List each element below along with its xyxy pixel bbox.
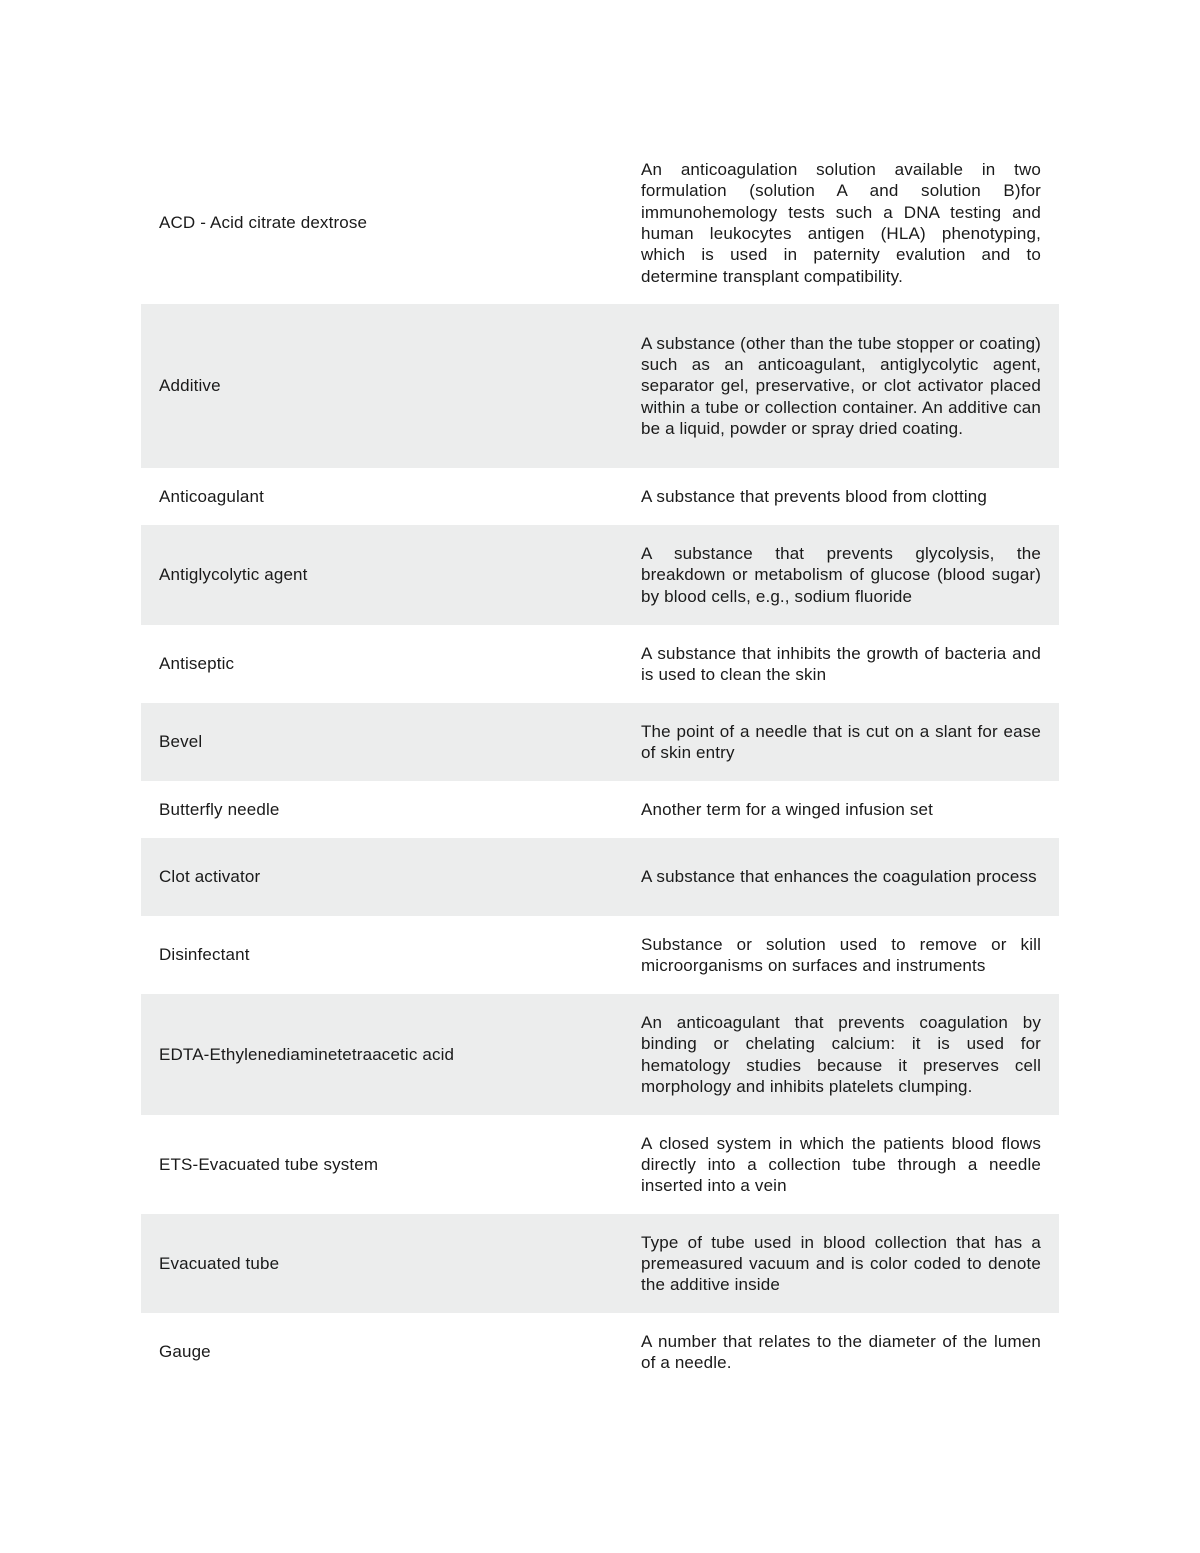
term-cell: Anticoagulant — [159, 486, 264, 506]
term-cell: ACD - Acid citrate dextrose — [159, 213, 368, 233]
term-cell: Disinfectant — [159, 945, 250, 965]
term-cell: Antiseptic — [159, 654, 235, 674]
definition-cell: The point of a needle that is cut on a slant for ease of skin entry — [641, 703, 1059, 781]
table-row — [141, 468, 1059, 525]
table-row — [141, 916, 1059, 994]
definition-cell: A number that relates to the diameter of the lumen of a needle. — [641, 1331, 1041, 1372]
definition-cell: A substance that enhances the coagulation process — [641, 838, 1059, 916]
term-cell: Butterfly needle — [159, 799, 280, 819]
table-row — [141, 304, 1059, 468]
definition-cell: A substance (other than the tube stopper or coating) such as an anticoagulant, antiglycolytic agent, separator gel, preservative, or clot activator placed within a tube or collection container. An additive can be a liquid, powder or spray dried coating. — [641, 304, 1059, 468]
table-row — [141, 781, 1059, 838]
term-cell: Gauge — [159, 1342, 211, 1362]
table-row — [141, 994, 1059, 1115]
term-cell: Evacuated tube — [141, 1214, 641, 1313]
definition-cell: A substance that prevents blood from clotting — [641, 486, 988, 506]
term-cell: Bevel — [141, 703, 641, 781]
definition-cell: A substance that inhibits the growth of bacteria and is used to clean the skin — [641, 643, 1041, 684]
table-row — [141, 1313, 1059, 1391]
table-row — [141, 525, 1059, 625]
term-cell: Additive — [141, 304, 641, 468]
definition-cell: Substance or solution used to remove or kill microorganisms on surfaces and instruments — [641, 934, 1041, 975]
term-cell: Clot activator — [141, 838, 641, 916]
definition-cell: An anticoagulation solution available in two formulation (solution A and solution B)for immunohemology tests such a DNA testing and human leukocytes antigen (HLA) phenotyping, which is used in paternity evalution and to determine transplant compatibility. — [641, 160, 1041, 286]
definition-cell: Type of tube used in blood collection that has a premeasured vacuum and is color coded to denote the additive inside — [641, 1214, 1059, 1313]
table-row — [141, 142, 1059, 304]
table-row — [141, 703, 1059, 781]
definition-cell: An anticoagulant that prevents coagulation by binding or chelating calcium: it is used for hematology studies because it preserves cell morphology and inhibits platelets clumping. — [641, 994, 1059, 1115]
definition-cell: A substance that prevents glycolysis, the breakdown or metabolism of glucose (blood sugar) by blood cells, e.g., sodium fluoride — [641, 525, 1059, 625]
term-cell: ETS-Evacuated tube system — [159, 1154, 379, 1174]
table-row — [141, 1214, 1059, 1313]
glossary-table — [141, 142, 1059, 1391]
table-row — [141, 1115, 1059, 1214]
term-cell: Antiglycolytic agent — [141, 525, 641, 625]
definition-cell: A closed system in which the patients blood flows directly into a collection tube through a needle inserted into a vein — [641, 1133, 1041, 1196]
table-row — [141, 625, 1059, 703]
term-cell: EDTA-Ethylenediaminetetraacetic acid — [141, 994, 641, 1115]
table-row — [141, 838, 1059, 916]
definition-cell: Another term for a winged infusion set — [641, 799, 934, 819]
